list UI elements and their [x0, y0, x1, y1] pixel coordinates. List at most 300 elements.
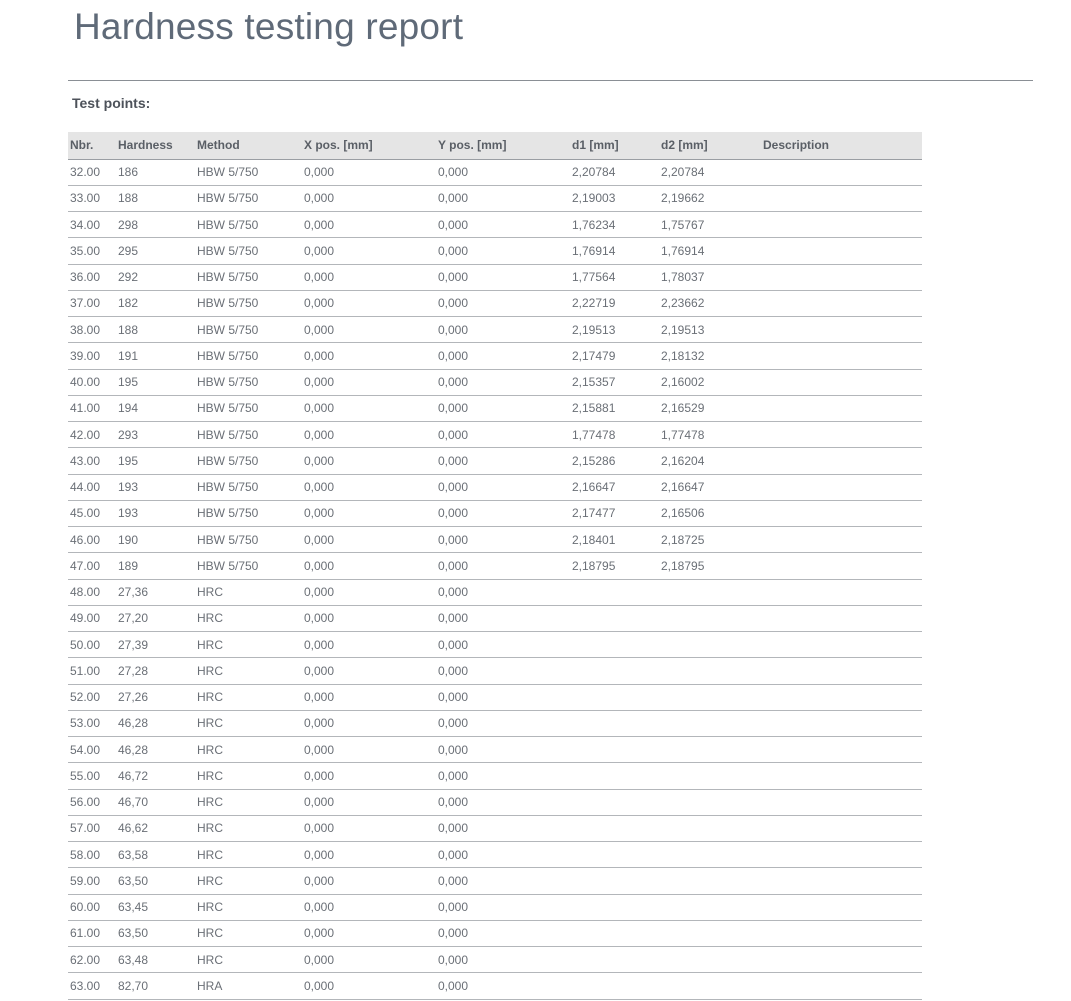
- cell-nbr: 55.00: [68, 763, 116, 789]
- table-row: [68, 605, 922, 631]
- cell-method: HBW 5/750: [195, 264, 302, 290]
- cell-description: [761, 212, 922, 238]
- cell-hardness: 182: [116, 290, 195, 316]
- table-row: [68, 920, 922, 946]
- cell-nbr: 52.00: [68, 684, 116, 710]
- cell-x-pos: 0,000: [302, 737, 436, 763]
- cell-y-pos: 0,000: [436, 422, 570, 448]
- column-header-hardness: Hardness: [116, 132, 195, 159]
- cell-hardness: 63,50: [116, 868, 195, 894]
- cell-y-pos: 0,000: [436, 658, 570, 684]
- cell-nbr: 47.00: [68, 553, 116, 579]
- cell-nbr: 35.00: [68, 238, 116, 264]
- cell-nbr: 61.00: [68, 920, 116, 946]
- cell-d1: 2,18795: [570, 553, 659, 579]
- cell-hardness: 27,20: [116, 605, 195, 631]
- cell-method: HRC: [195, 763, 302, 789]
- cell-d2: 2,18725: [659, 527, 761, 553]
- cell-d2: 2,18132: [659, 343, 761, 369]
- cell-method: HBW 5/750: [195, 500, 302, 526]
- cell-y-pos: 0,000: [436, 343, 570, 369]
- table-row: [68, 369, 922, 395]
- cell-nbr: 49.00: [68, 605, 116, 631]
- cell-d2: 2,16506: [659, 500, 761, 526]
- cell-description: [761, 710, 922, 736]
- cell-d1: [570, 815, 659, 841]
- cell-x-pos: 0,000: [302, 212, 436, 238]
- title-divider: [68, 80, 1033, 81]
- cell-hardness: 63,48: [116, 947, 195, 973]
- cell-d1: [570, 579, 659, 605]
- cell-description: [761, 894, 922, 920]
- cell-method: HRC: [195, 894, 302, 920]
- cell-x-pos: 0,000: [302, 815, 436, 841]
- cell-description: [761, 947, 922, 973]
- cell-d2: [659, 763, 761, 789]
- cell-d2: [659, 920, 761, 946]
- cell-y-pos: 0,000: [436, 317, 570, 343]
- table-header-row: [68, 132, 922, 159]
- cell-x-pos: 0,000: [302, 474, 436, 500]
- cell-d1: [570, 973, 659, 999]
- cell-description: [761, 842, 922, 868]
- cell-d2: [659, 710, 761, 736]
- cell-hardness: 295: [116, 238, 195, 264]
- table-body: [68, 159, 922, 999]
- cell-d2: 1,76914: [659, 238, 761, 264]
- cell-hardness: 82,70: [116, 973, 195, 999]
- cell-method: HBW 5/750: [195, 369, 302, 395]
- cell-hardness: 193: [116, 500, 195, 526]
- cell-y-pos: 0,000: [436, 500, 570, 526]
- table-row: [68, 264, 922, 290]
- cell-description: [761, 474, 922, 500]
- table-row: [68, 422, 922, 448]
- cell-nbr: 51.00: [68, 658, 116, 684]
- cell-d2: 2,19662: [659, 185, 761, 211]
- cell-y-pos: 0,000: [436, 737, 570, 763]
- cell-method: HBW 5/750: [195, 343, 302, 369]
- cell-d2: [659, 579, 761, 605]
- cell-method: HRC: [195, 868, 302, 894]
- table-row: [68, 789, 922, 815]
- column-header-y-pos: Y pos. [mm]: [436, 132, 570, 159]
- cell-d1: [570, 658, 659, 684]
- table-row: [68, 474, 922, 500]
- cell-method: HRC: [195, 632, 302, 658]
- table-row: [68, 448, 922, 474]
- cell-x-pos: 0,000: [302, 894, 436, 920]
- cell-y-pos: 0,000: [436, 815, 570, 841]
- cell-x-pos: 0,000: [302, 527, 436, 553]
- table-row: [68, 290, 922, 316]
- cell-method: HBW 5/750: [195, 422, 302, 448]
- cell-d1: [570, 868, 659, 894]
- cell-description: [761, 605, 922, 631]
- cell-d1: 1,76234: [570, 212, 659, 238]
- cell-x-pos: 0,000: [302, 947, 436, 973]
- cell-method: HBW 5/750: [195, 238, 302, 264]
- cell-d1: [570, 684, 659, 710]
- table-row: [68, 973, 922, 999]
- cell-d1: 2,18401: [570, 527, 659, 553]
- table-row: [68, 947, 922, 973]
- cell-hardness: 46,62: [116, 815, 195, 841]
- cell-y-pos: 0,000: [436, 159, 570, 185]
- cell-y-pos: 0,000: [436, 448, 570, 474]
- cell-d2: 2,16529: [659, 395, 761, 421]
- cell-description: [761, 264, 922, 290]
- table-row: [68, 238, 922, 264]
- test-points-table: [68, 132, 922, 1000]
- cell-method: HRC: [195, 789, 302, 815]
- cell-d1: [570, 920, 659, 946]
- cell-method: HBW 5/750: [195, 527, 302, 553]
- cell-d1: 1,76914: [570, 238, 659, 264]
- cell-hardness: 298: [116, 212, 195, 238]
- cell-y-pos: 0,000: [436, 527, 570, 553]
- cell-x-pos: 0,000: [302, 264, 436, 290]
- cell-d1: 2,15357: [570, 369, 659, 395]
- cell-nbr: 43.00: [68, 448, 116, 474]
- cell-y-pos: 0,000: [436, 868, 570, 894]
- cell-description: [761, 815, 922, 841]
- cell-x-pos: 0,000: [302, 868, 436, 894]
- cell-d2: [659, 842, 761, 868]
- cell-x-pos: 0,000: [302, 369, 436, 395]
- cell-nbr: 46.00: [68, 527, 116, 553]
- cell-description: [761, 343, 922, 369]
- cell-method: HRA: [195, 973, 302, 999]
- cell-hardness: 186: [116, 159, 195, 185]
- table-row: [68, 212, 922, 238]
- cell-nbr: 42.00: [68, 422, 116, 448]
- cell-y-pos: 0,000: [436, 894, 570, 920]
- cell-nbr: 34.00: [68, 212, 116, 238]
- cell-nbr: 41.00: [68, 395, 116, 421]
- cell-x-pos: 0,000: [302, 605, 436, 631]
- cell-x-pos: 0,000: [302, 343, 436, 369]
- cell-y-pos: 0,000: [436, 842, 570, 868]
- cell-y-pos: 0,000: [436, 474, 570, 500]
- test-points-table-container: [68, 132, 922, 1000]
- cell-d2: [659, 789, 761, 815]
- cell-description: [761, 684, 922, 710]
- table-row: [68, 658, 922, 684]
- cell-method: HBW 5/750: [195, 395, 302, 421]
- cell-nbr: 38.00: [68, 317, 116, 343]
- cell-description: [761, 448, 922, 474]
- cell-nbr: 44.00: [68, 474, 116, 500]
- cell-d1: [570, 737, 659, 763]
- cell-method: HBW 5/750: [195, 317, 302, 343]
- cell-x-pos: 0,000: [302, 763, 436, 789]
- cell-x-pos: 0,000: [302, 500, 436, 526]
- cell-d2: 2,16204: [659, 448, 761, 474]
- cell-y-pos: 0,000: [436, 185, 570, 211]
- cell-hardness: 63,45: [116, 894, 195, 920]
- cell-d1: 2,17477: [570, 500, 659, 526]
- cell-nbr: 63.00: [68, 973, 116, 999]
- cell-x-pos: 0,000: [302, 185, 436, 211]
- cell-d1: [570, 710, 659, 736]
- cell-d1: 2,19003: [570, 185, 659, 211]
- cell-nbr: 37.00: [68, 290, 116, 316]
- cell-nbr: 60.00: [68, 894, 116, 920]
- cell-x-pos: 0,000: [302, 159, 436, 185]
- column-header-d2: d2 [mm]: [659, 132, 761, 159]
- cell-d1: [570, 894, 659, 920]
- cell-y-pos: 0,000: [436, 789, 570, 815]
- cell-nbr: 58.00: [68, 842, 116, 868]
- cell-x-pos: 0,000: [302, 789, 436, 815]
- cell-x-pos: 0,000: [302, 238, 436, 264]
- cell-hardness: 46,28: [116, 737, 195, 763]
- cell-hardness: 194: [116, 395, 195, 421]
- cell-y-pos: 0,000: [436, 710, 570, 736]
- table-row: [68, 343, 922, 369]
- cell-method: HBW 5/750: [195, 474, 302, 500]
- cell-hardness: 27,39: [116, 632, 195, 658]
- cell-x-pos: 0,000: [302, 579, 436, 605]
- cell-hardness: 27,28: [116, 658, 195, 684]
- cell-method: HRC: [195, 737, 302, 763]
- cell-y-pos: 0,000: [436, 920, 570, 946]
- cell-x-pos: 0,000: [302, 684, 436, 710]
- cell-nbr: 57.00: [68, 815, 116, 841]
- cell-d1: 2,22719: [570, 290, 659, 316]
- cell-description: [761, 369, 922, 395]
- table-row: [68, 185, 922, 211]
- cell-method: HRC: [195, 842, 302, 868]
- cell-x-pos: 0,000: [302, 632, 436, 658]
- cell-description: [761, 238, 922, 264]
- column-header-nbr: Nbr.: [68, 132, 116, 159]
- table-row: [68, 527, 922, 553]
- cell-d1: 1,77478: [570, 422, 659, 448]
- cell-d2: 1,77478: [659, 422, 761, 448]
- cell-x-pos: 0,000: [302, 290, 436, 316]
- column-header-description: Description: [761, 132, 922, 159]
- cell-d2: 2,18795: [659, 553, 761, 579]
- cell-d1: 1,77564: [570, 264, 659, 290]
- cell-d2: [659, 632, 761, 658]
- cell-y-pos: 0,000: [436, 290, 570, 316]
- cell-description: [761, 973, 922, 999]
- cell-x-pos: 0,000: [302, 842, 436, 868]
- table-row: [68, 317, 922, 343]
- cell-x-pos: 0,000: [302, 448, 436, 474]
- cell-x-pos: 0,000: [302, 317, 436, 343]
- cell-nbr: 53.00: [68, 710, 116, 736]
- cell-y-pos: 0,000: [436, 973, 570, 999]
- cell-d1: [570, 789, 659, 815]
- table-row: [68, 579, 922, 605]
- cell-d1: 2,19513: [570, 317, 659, 343]
- cell-hardness: 27,26: [116, 684, 195, 710]
- cell-description: [761, 290, 922, 316]
- cell-d2: [659, 894, 761, 920]
- table-row: [68, 868, 922, 894]
- table-row: [68, 894, 922, 920]
- table-row: [68, 553, 922, 579]
- cell-hardness: 195: [116, 448, 195, 474]
- table-row: [68, 737, 922, 763]
- table-row: [68, 500, 922, 526]
- cell-nbr: 39.00: [68, 343, 116, 369]
- cell-x-pos: 0,000: [302, 395, 436, 421]
- cell-d1: [570, 605, 659, 631]
- table-row: [68, 159, 922, 185]
- cell-y-pos: 0,000: [436, 264, 570, 290]
- cell-d1: [570, 947, 659, 973]
- table-row: [68, 842, 922, 868]
- cell-nbr: 36.00: [68, 264, 116, 290]
- cell-d2: 1,78037: [659, 264, 761, 290]
- cell-description: [761, 527, 922, 553]
- cell-y-pos: 0,000: [436, 238, 570, 264]
- cell-method: HBW 5/750: [195, 553, 302, 579]
- cell-method: HRC: [195, 920, 302, 946]
- cell-description: [761, 632, 922, 658]
- cell-y-pos: 0,000: [436, 212, 570, 238]
- cell-d2: [659, 815, 761, 841]
- cell-hardness: 292: [116, 264, 195, 290]
- cell-method: HRC: [195, 815, 302, 841]
- cell-x-pos: 0,000: [302, 710, 436, 736]
- cell-d1: 2,16647: [570, 474, 659, 500]
- cell-hardness: 189: [116, 553, 195, 579]
- cell-hardness: 193: [116, 474, 195, 500]
- cell-y-pos: 0,000: [436, 579, 570, 605]
- cell-d2: 2,20784: [659, 159, 761, 185]
- cell-d2: [659, 973, 761, 999]
- cell-nbr: 54.00: [68, 737, 116, 763]
- cell-d1: 2,20784: [570, 159, 659, 185]
- cell-d2: [659, 605, 761, 631]
- cell-d2: 1,75767: [659, 212, 761, 238]
- table-row: [68, 710, 922, 736]
- cell-method: HRC: [195, 605, 302, 631]
- cell-hardness: 46,70: [116, 789, 195, 815]
- cell-description: [761, 395, 922, 421]
- cell-nbr: 56.00: [68, 789, 116, 815]
- cell-y-pos: 0,000: [436, 395, 570, 421]
- cell-nbr: 59.00: [68, 868, 116, 894]
- cell-description: [761, 185, 922, 211]
- cell-hardness: 191: [116, 343, 195, 369]
- cell-d2: [659, 684, 761, 710]
- cell-x-pos: 0,000: [302, 422, 436, 448]
- cell-d1: [570, 632, 659, 658]
- cell-d2: 2,16647: [659, 474, 761, 500]
- cell-d2: 2,19513: [659, 317, 761, 343]
- section-label-test-points: Test points:: [72, 95, 151, 111]
- cell-method: HBW 5/750: [195, 159, 302, 185]
- cell-nbr: 40.00: [68, 369, 116, 395]
- column-header-d1: d1 [mm]: [570, 132, 659, 159]
- cell-method: HRC: [195, 684, 302, 710]
- cell-hardness: 190: [116, 527, 195, 553]
- cell-d2: [659, 947, 761, 973]
- cell-description: [761, 422, 922, 448]
- cell-hardness: 188: [116, 185, 195, 211]
- table-row: [68, 632, 922, 658]
- cell-y-pos: 0,000: [436, 632, 570, 658]
- cell-description: [761, 868, 922, 894]
- cell-nbr: 45.00: [68, 500, 116, 526]
- cell-y-pos: 0,000: [436, 553, 570, 579]
- cell-method: HBW 5/750: [195, 185, 302, 211]
- column-header-x-pos: X pos. [mm]: [302, 132, 436, 159]
- cell-nbr: 50.00: [68, 632, 116, 658]
- cell-d1: [570, 763, 659, 789]
- cell-method: HBW 5/750: [195, 448, 302, 474]
- cell-d1: 2,15286: [570, 448, 659, 474]
- cell-hardness: 63,58: [116, 842, 195, 868]
- cell-d2: 2,23662: [659, 290, 761, 316]
- cell-nbr: 48.00: [68, 579, 116, 605]
- cell-hardness: 293: [116, 422, 195, 448]
- cell-d2: [659, 868, 761, 894]
- cell-method: HRC: [195, 947, 302, 973]
- cell-description: [761, 763, 922, 789]
- cell-d1: 2,15881: [570, 395, 659, 421]
- column-header-method: Method: [195, 132, 302, 159]
- cell-x-pos: 0,000: [302, 920, 436, 946]
- cell-y-pos: 0,000: [436, 605, 570, 631]
- cell-description: [761, 159, 922, 185]
- cell-nbr: 33.00: [68, 185, 116, 211]
- cell-nbr: 32.00: [68, 159, 116, 185]
- report-title: Hardness testing report: [74, 6, 464, 47]
- cell-description: [761, 500, 922, 526]
- cell-method: HBW 5/750: [195, 290, 302, 316]
- cell-x-pos: 0,000: [302, 973, 436, 999]
- cell-method: HBW 5/750: [195, 212, 302, 238]
- cell-hardness: 195: [116, 369, 195, 395]
- cell-x-pos: 0,000: [302, 658, 436, 684]
- cell-y-pos: 0,000: [436, 369, 570, 395]
- cell-description: [761, 553, 922, 579]
- cell-d1: [570, 842, 659, 868]
- cell-d2: [659, 658, 761, 684]
- cell-description: [761, 920, 922, 946]
- cell-description: [761, 317, 922, 343]
- cell-y-pos: 0,000: [436, 763, 570, 789]
- cell-hardness: 63,50: [116, 920, 195, 946]
- cell-hardness: 46,72: [116, 763, 195, 789]
- cell-method: HRC: [195, 658, 302, 684]
- cell-method: HRC: [195, 579, 302, 605]
- cell-description: [761, 789, 922, 815]
- cell-description: [761, 737, 922, 763]
- cell-hardness: 188: [116, 317, 195, 343]
- table-row: [68, 763, 922, 789]
- cell-x-pos: 0,000: [302, 553, 436, 579]
- cell-d2: 2,16002: [659, 369, 761, 395]
- cell-description: [761, 658, 922, 684]
- table-row: [68, 684, 922, 710]
- cell-d1: 2,17479: [570, 343, 659, 369]
- table-row: [68, 815, 922, 841]
- table-row: [68, 395, 922, 421]
- cell-description: [761, 579, 922, 605]
- cell-method: HRC: [195, 710, 302, 736]
- cell-y-pos: 0,000: [436, 684, 570, 710]
- cell-hardness: 27,36: [116, 579, 195, 605]
- cell-hardness: 46,28: [116, 710, 195, 736]
